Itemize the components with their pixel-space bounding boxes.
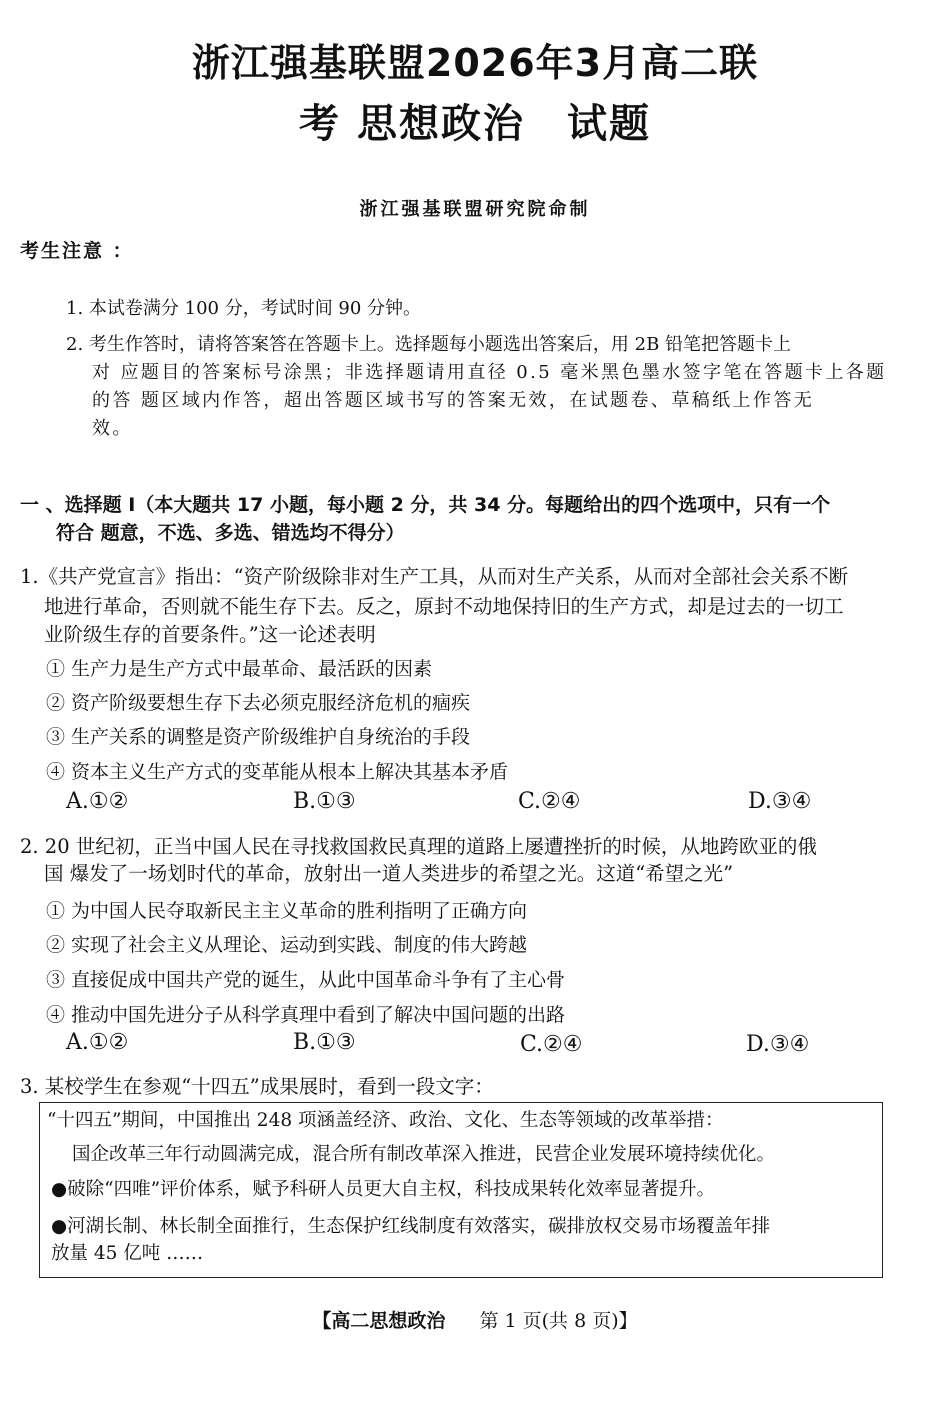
q2-statement-4: ④ 推动中国先进分子从科学真理中看到了解决中国问题的出路: [46, 1004, 566, 1026]
q1-choice-d: D.③④: [748, 789, 812, 814]
q1-stem-line3: 业阶级生存的首要条件。”这一论述表明: [44, 623, 376, 646]
q2-statement-3: ③ 直接促成中国共产党的诞生，从此中国革命斗争有了主心骨: [46, 969, 566, 991]
q2-choice-b: B.①③: [293, 1030, 356, 1055]
q2-stem-line1: 2. 20 世纪初，正当中国人民在寻找救国救民真理的道路上屡遭挫折的时候，从地跨欧亚的俄: [20, 835, 817, 858]
q1-statement-4: ④ 资本主义生产方式的变革能从根本上解决其基本矛盾: [46, 761, 509, 783]
notice-item-2-line2: 对 应题目的答案标号涂黑；非选择题请用直径 0.5 毫米黑色墨水签字笔在答题卡上各题: [92, 362, 887, 383]
q1-stem-line2: 地进行革命，否则就不能生存下去。反之，原封不动地保持旧的生产方式，却是过去的一切工: [44, 595, 844, 618]
footer-subject: 【高二思想政治: [312, 1310, 446, 1332]
exam-issuer: 浙江强基联盟研究院命制: [359, 199, 591, 220]
footer-page-number: 第 1 页(共 8 页)】: [479, 1310, 638, 1332]
notice-heading: 考生注意 ：: [20, 240, 134, 262]
q1-choice-b: B.①③: [293, 789, 356, 814]
exam-title-line1: 浙江强基联盟2026年3月高二联: [191, 41, 759, 85]
q1-statement-3: ③ 生产关系的调整是资产阶级维护自身统治的手段: [46, 726, 471, 748]
q2-choice-a: A.①②: [66, 1030, 129, 1055]
q1-statement-2: ② 资产阶级要想生存下去必须克服经济危机的痼疾: [46, 692, 471, 714]
q2-statement-1: ① 为中国人民夺取新民主主义革命的胜利指明了正确方向: [46, 900, 528, 922]
q2-statement-2: ② 实现了社会主义从理论、运动到实践、制度的伟大跨越: [46, 934, 528, 956]
q3-material-line1: “十四五”期间，中国推出 248 项涵盖经济、政治、文化、生态等领域的改革举措：: [47, 1110, 724, 1131]
q2-stem-line2: 国 爆发了一场划时代的革命，放射出一道人类进步的希望之光。这道“希望之光”: [44, 862, 734, 885]
notice-item-1: 1. 本试卷满分 100 分，考试时间 90 分钟。: [66, 298, 422, 319]
q3-material-line4: ●河湖长制、林长制全面推行，生态保护红线制度有效落实，碳排放权交易市场覆盖年排: [51, 1216, 771, 1237]
exam-title-line2: 考 思想政治 试题: [299, 101, 651, 147]
q3-material-line2: 国企改革三年行动圆满完成，混合所有制改革深入推进，民营企业发展环境持续优化。: [72, 1144, 776, 1165]
q3-material-line3: ●破除“四唯”评价体系，赋予科研人员更大自主权，科技成果转化效率显著提升。: [51, 1179, 716, 1200]
notice-item-2-line1: 2. 考生作答时，请将答案答在答题卡上。选择题每小题选出答案后，用 2B 铅笔把答题卡上: [66, 334, 792, 355]
q2-choice-d: D.③④: [746, 1032, 810, 1057]
notice-item-2-line3: 的答 题区域内作答，超出答题区域书写的答案无效，在试题卷、草稿纸上作答无: [92, 390, 815, 411]
q1-stem-line1: 1.《共产党宣言》指出：“资产阶级除非对生产工具，从而对生产关系，从而对全部社会关系不断: [20, 565, 849, 588]
q3-stem-line1: 3. 某校学生在参观“十四五”成果展时，看到一段文字：: [20, 1075, 494, 1098]
q3-material-line5: 放量 45 亿吨 ……: [51, 1243, 204, 1264]
section-heading-line2: 符合 题意，不选、多选、错选均不得分）: [56, 522, 405, 544]
q1-statement-1: ① 生产力是生产方式中最革命、最活跃的因素: [46, 658, 433, 680]
q2-choice-c: C.②④: [520, 1032, 583, 1057]
section-heading-line1: 一 、选择题 I（本大题共 17 小题，每小题 2 分，共 34 分。每题给出的四个选项中，只有一个: [20, 494, 831, 516]
q1-choice-c: C.②④: [518, 789, 581, 814]
notice-item-2-line4: 效。: [92, 418, 133, 439]
q1-choice-a: A.①②: [66, 789, 129, 814]
page-footer: [0, 1306, 950, 1333]
